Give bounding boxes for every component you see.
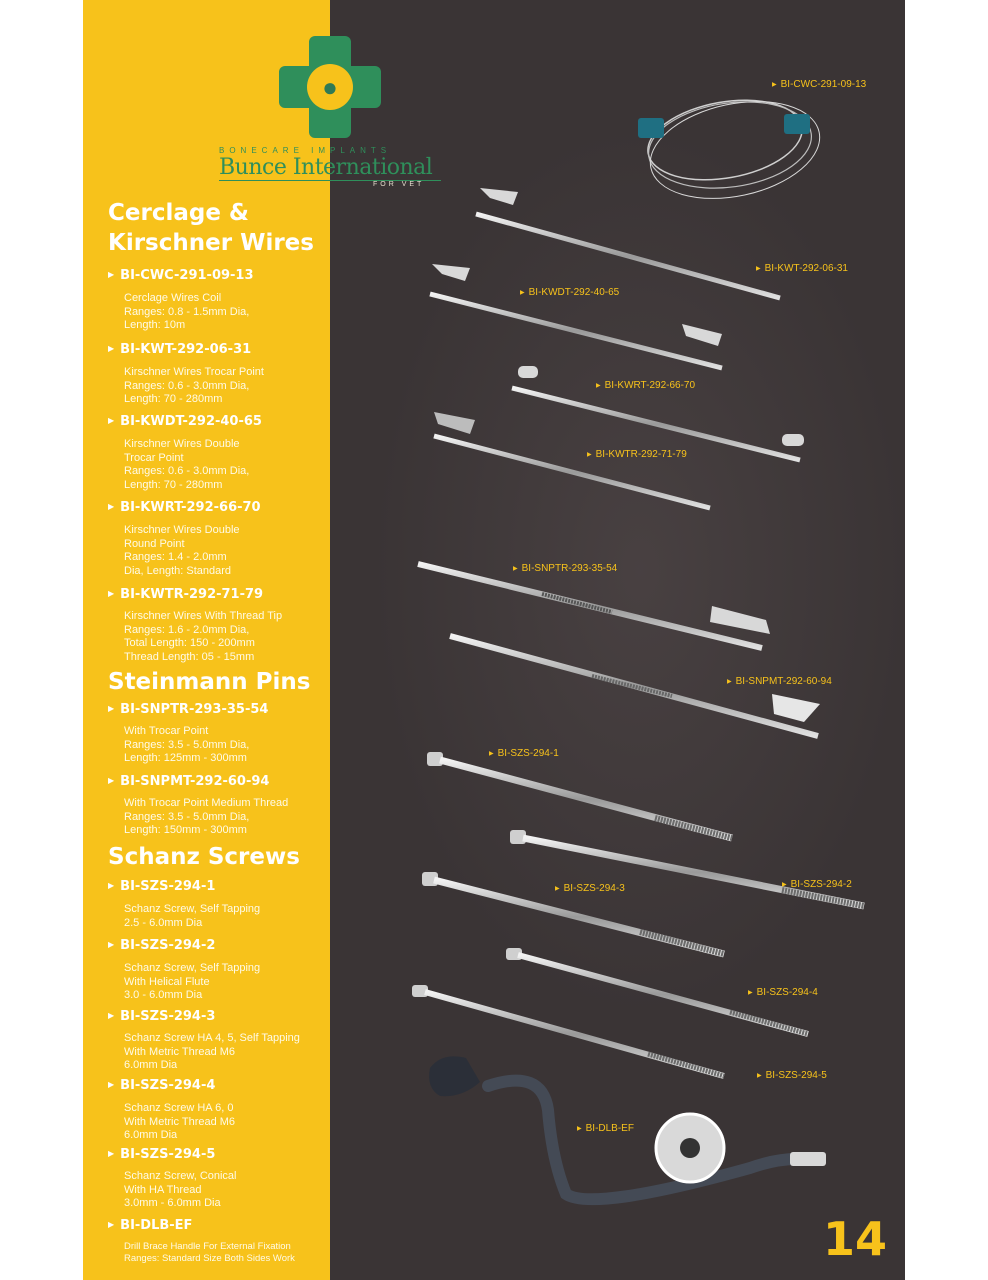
product-code-text: BI-KWDT-292-40-65 [120,414,262,429]
product-code-text: BI-CWC-291-09-13 [120,268,254,283]
product-code-kwdt [108,414,262,429]
product-code-cwc [108,268,254,283]
product-code-text: BI-KWTR-292-71-79 [120,587,264,602]
product-desc-szs2: Schanz Screw, Self Tapping With Helical Flute 3.0 - 6.0mm Dia [124,962,261,1002]
image-label-text: BI-KWDT-292-40-65 [528,287,620,298]
image-label-szs1 [489,748,559,759]
bullet-icon: ▶ [108,502,115,511]
product-code-text: BI-SZS-294-5 [120,1147,216,1162]
paw-icon: ● [322,72,338,102]
image-label-text: BI-SNPTR-293-35-54 [521,563,618,574]
pointer-icon: ▶ [520,290,525,296]
bullet-icon: ▶ [108,776,115,785]
product-code-text: BI-DLB-EF [120,1218,193,1233]
bullet-icon: ▶ [108,270,115,279]
pointer-icon: ▶ [513,566,518,572]
image-label-text: BI-KWT-292-06-31 [764,263,848,274]
section-title-wires [108,198,314,258]
pointer-icon: ▶ [596,383,601,389]
image-label-text: BI-KWRT-292-66-70 [604,380,696,391]
image-label-dlb [577,1123,634,1134]
image-label-text: BI-SZS-294-4 [756,987,818,998]
section-title-line1: Cerclage & [108,200,249,226]
image-label-kwt [756,263,848,274]
image-label-szs4 [748,987,818,998]
product-desc-kwtr: Kirschner Wires With Thread Tip Ranges: 1.6 - 2.0mm Dia, Total Length: 150 - 200mm Thread Length: 05 - 15mm [124,610,283,663]
bullet-icon: ▶ [108,881,115,890]
product-code-kwtr [108,587,263,602]
product-code-text: BI-SNPTR-293-35-54 [120,702,269,717]
product-code-text: BI-KWRT-292-66-70 [120,500,261,515]
product-desc-cwc: Cerclage Wires Coil Ranges: 0.8 - 1.5mm Dia, Length: 10m [124,292,250,332]
product-desc-kwrt: Kirschner Wires Double Round Point Ranges: 1.4 - 2.0mm Dia, Length: Standard [124,524,240,577]
k-wire-trocar [476,188,780,298]
image-label-text: BI-KWTR-292-71-79 [595,449,687,460]
pointer-icon: ▶ [577,1126,582,1132]
image-label-szs3 [555,883,625,894]
pointer-icon: ▶ [587,452,592,458]
schanz-screw-1 [427,752,732,838]
pointer-icon: ▶ [757,1073,762,1079]
steinmann-trocar [418,564,770,648]
wire-coil [638,87,829,213]
product-code-text: BI-SZS-294-1 [120,879,216,894]
right-panel [330,0,905,1280]
product-code-snpmt [108,774,269,789]
product-code-szs5 [108,1147,215,1162]
page-number: 14 [822,1212,887,1266]
k-wire-double-trocar [430,264,722,368]
pointer-icon: ▶ [756,266,761,272]
product-code-text: BI-SNPMT-292-60-94 [120,774,270,789]
section-title-line2: Kirschner Wires [108,230,314,256]
image-label-text: BI-SZS-294-2 [790,879,852,890]
product-desc-snpmt: With Trocar Point Medium Thread Ranges: 3.5 - 5.0mm Dia, Length: 150mm - 300mm [124,797,289,837]
bullet-icon: ▶ [108,416,115,425]
catalog-page [83,0,905,1280]
schanz-screw-2 [510,830,864,906]
product-illustrations [330,0,905,1280]
bullet-icon: ▶ [108,589,115,598]
product-code-snptr [108,702,268,717]
image-label-szs2 [782,879,852,890]
brand-name: Bunce International [219,155,433,180]
brand-sub: FOR VET [373,181,425,188]
product-code-text: BI-SZS-294-4 [120,1078,216,1093]
product-desc-snptr: With Trocar Point Ranges: 3.5 - 5.0mm Dia, Length: 125mm - 300mm [124,725,250,765]
image-label-szs5 [757,1070,827,1081]
pointer-icon: ▶ [727,679,732,685]
left-panel [83,0,330,1280]
product-desc-szs3: Schanz Screw HA 4, 5, Self Tapping With Metric Thread M6 6.0mm Dia [124,1032,300,1072]
bullet-icon: ▶ [108,344,115,353]
image-label-kwdt [520,287,619,298]
image-label-text: BI-DLB-EF [585,1123,634,1134]
brand-tagline: BONECARE IMPLANTS [219,146,392,155]
pointer-icon: ▶ [772,82,777,88]
product-desc-kwt: Kirschner Wires Trocar Point Ranges: 0.6 - 3.0mm Dia, Length: 70 - 280mm [124,366,264,406]
brand-logo [279,36,381,138]
product-code-text: BI-SZS-294-2 [120,938,216,953]
product-code-szs3 [108,1009,215,1024]
image-label-snptr [513,563,617,574]
product-desc-szs1: Schanz Screw, Self Tapping 2.5 - 6.0mm Dia [124,903,261,929]
product-code-szs1 [108,879,215,894]
product-code-dlb [108,1218,192,1233]
bullet-icon: ▶ [108,1080,115,1089]
image-label-text: BI-SNPMT-292-60-94 [735,676,832,687]
bullet-icon: ▶ [108,1149,115,1158]
image-label-text: BI-SZS-294-3 [563,883,625,894]
pointer-icon: ▶ [555,886,560,892]
bullet-icon: ▶ [108,1011,115,1020]
section-title-schanz: Schanz Screws [108,844,300,870]
image-label-kwtr [587,449,687,460]
image-label-cwc [772,79,866,90]
bullet-icon: ▶ [108,704,115,713]
product-desc-kwdt: Kirschner Wires Double Trocar Point Ranges: 0.6 - 3.0mm Dia, Length: 70 - 280mm [124,438,250,491]
product-code-kwrt [108,500,261,515]
bullet-icon: ▶ [108,940,115,949]
image-label-kwrt [596,380,695,391]
pointer-icon: ▶ [748,990,753,996]
product-desc-dlb: Drill Brace Handle For External Fixation Ranges: Standard Size Both Sides Work [124,1241,295,1264]
product-code-szs4 [108,1078,215,1093]
image-label-text: BI-SZS-294-1 [497,748,559,759]
product-code-kwt [108,342,251,357]
product-code-szs2 [108,938,215,953]
image-label-snpmt [727,676,832,687]
section-title-steinmann: Steinmann Pins [108,669,311,695]
product-desc-szs5: Schanz Screw, Conical With HA Thread 3.0mm - 6.0mm Dia [124,1170,237,1210]
image-label-text: BI-CWC-291-09-13 [780,79,867,90]
pointer-icon: ▶ [489,751,494,757]
image-label-text: BI-SZS-294-5 [765,1070,827,1081]
product-code-text: BI-KWT-292-06-31 [120,342,252,357]
product-code-text: BI-SZS-294-3 [120,1009,216,1024]
bullet-icon: ▶ [108,1220,115,1229]
product-desc-szs4: Schanz Screw HA 6, 0 With Metric Thread M6 6.0mm Dia [124,1102,236,1142]
pointer-icon: ▶ [782,882,787,888]
